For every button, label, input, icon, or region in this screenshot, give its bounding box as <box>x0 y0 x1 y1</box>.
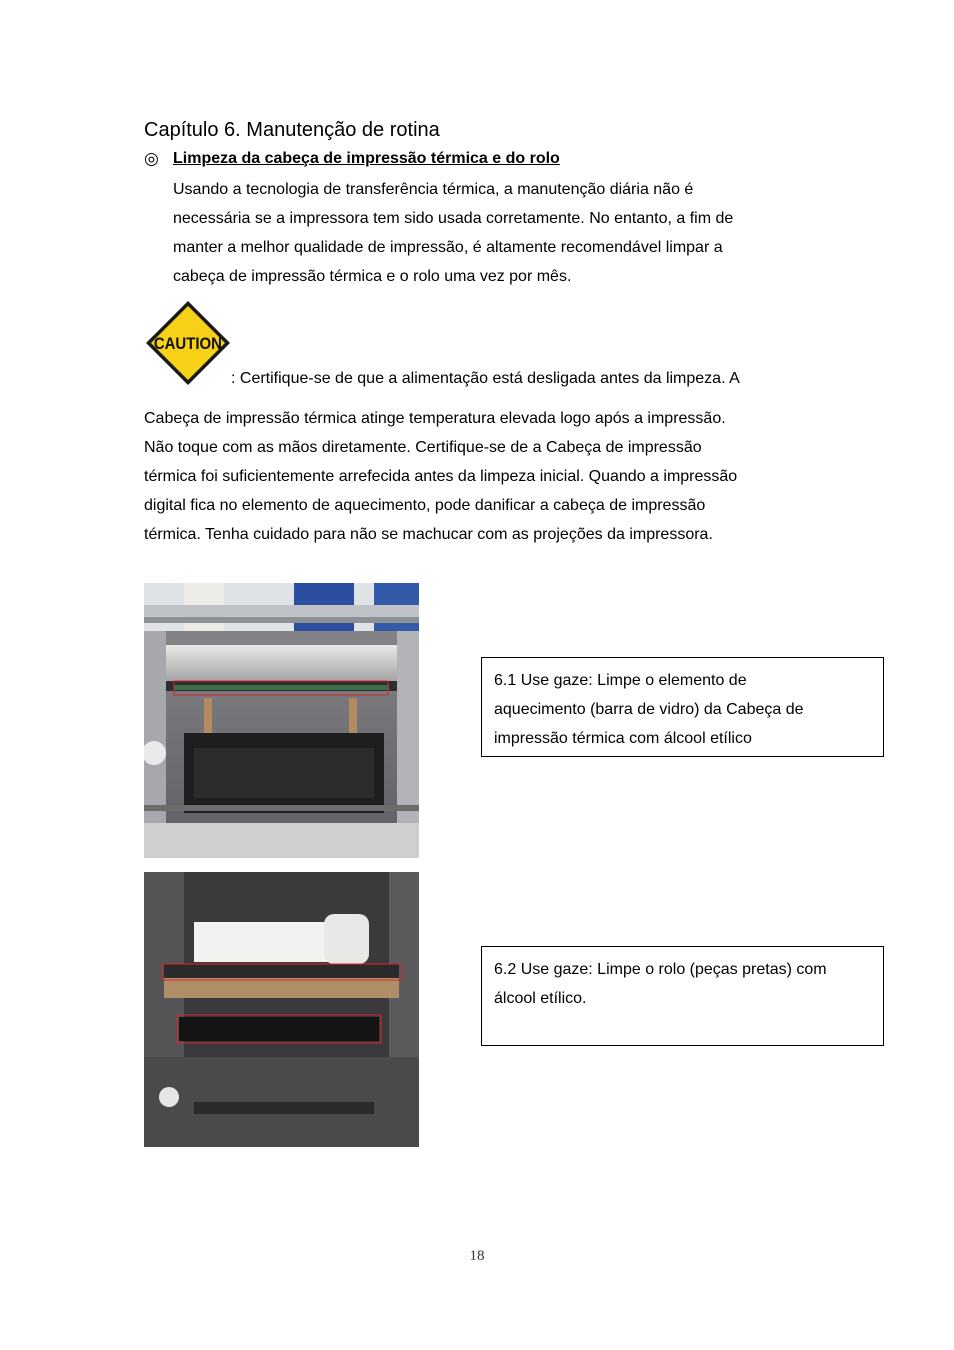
chapter-title: Capítulo 6. Manutenção de rotina <box>144 119 440 141</box>
step-6-2-box <box>481 946 884 1046</box>
warning-line: Cabeça de impressão térmica atinge temperatura elevada logo após a impressão. <box>144 410 726 427</box>
caution-sign-text: CAUTION <box>153 335 222 354</box>
step-text-line: 6.2 Use gaze: Limpe o rolo (peças pretas) com <box>494 961 827 978</box>
intro-paragraph <box>173 175 813 291</box>
caution-sign-icon <box>143 298 233 388</box>
page-number: 18 <box>469 1248 485 1264</box>
print-head-photo <box>144 583 419 858</box>
intro-line: manter a melhor qualidade de impressão, é altamente recomendável limpar a <box>173 239 723 256</box>
section-marker-icon: ◎ <box>144 149 159 168</box>
warning-line: térmica foi suficientemente arrefecida antes da limpeza inicial. Quando a impressão <box>144 468 738 485</box>
warning-line: Não toque com as mãos diretamente. Certifique-se de a Cabeça de impressão <box>144 439 702 456</box>
intro-line: Usando a tecnologia de transferência térmica, a manutenção diária não é <box>173 181 694 198</box>
step-text-line: 6.1 Use gaze: Limpe o elemento de <box>494 672 747 689</box>
warning-paragraph <box>144 404 737 549</box>
step-text-line: aquecimento (barra de vidro) da Cabeça de <box>494 701 804 718</box>
warning-line: térmica. Tenha cuidado para não se machucar com as projeções da impressora. <box>144 526 713 543</box>
caution-line: : Certifique-se de que a alimentação está desligada antes da limpeza. A <box>231 370 740 387</box>
intro-line: necessária se a impressora tem sido usada corretamente. No entanto, a fim de <box>173 210 734 227</box>
step-text-line: impressão térmica com álcool etílico <box>494 730 752 747</box>
step-text-line: álcool etílico. <box>494 990 587 1007</box>
platen-roller-photo <box>144 872 419 1147</box>
step-6-1-box <box>481 657 884 757</box>
intro-line: cabeça de impressão térmica e o rolo uma vez por mês. <box>173 268 572 285</box>
warning-line: digital fica no elemento de aquecimento, pode danificar a cabeça de impressão <box>144 497 706 514</box>
section-title: Limpeza da cabeça de impressão térmica e do rolo <box>173 150 560 167</box>
